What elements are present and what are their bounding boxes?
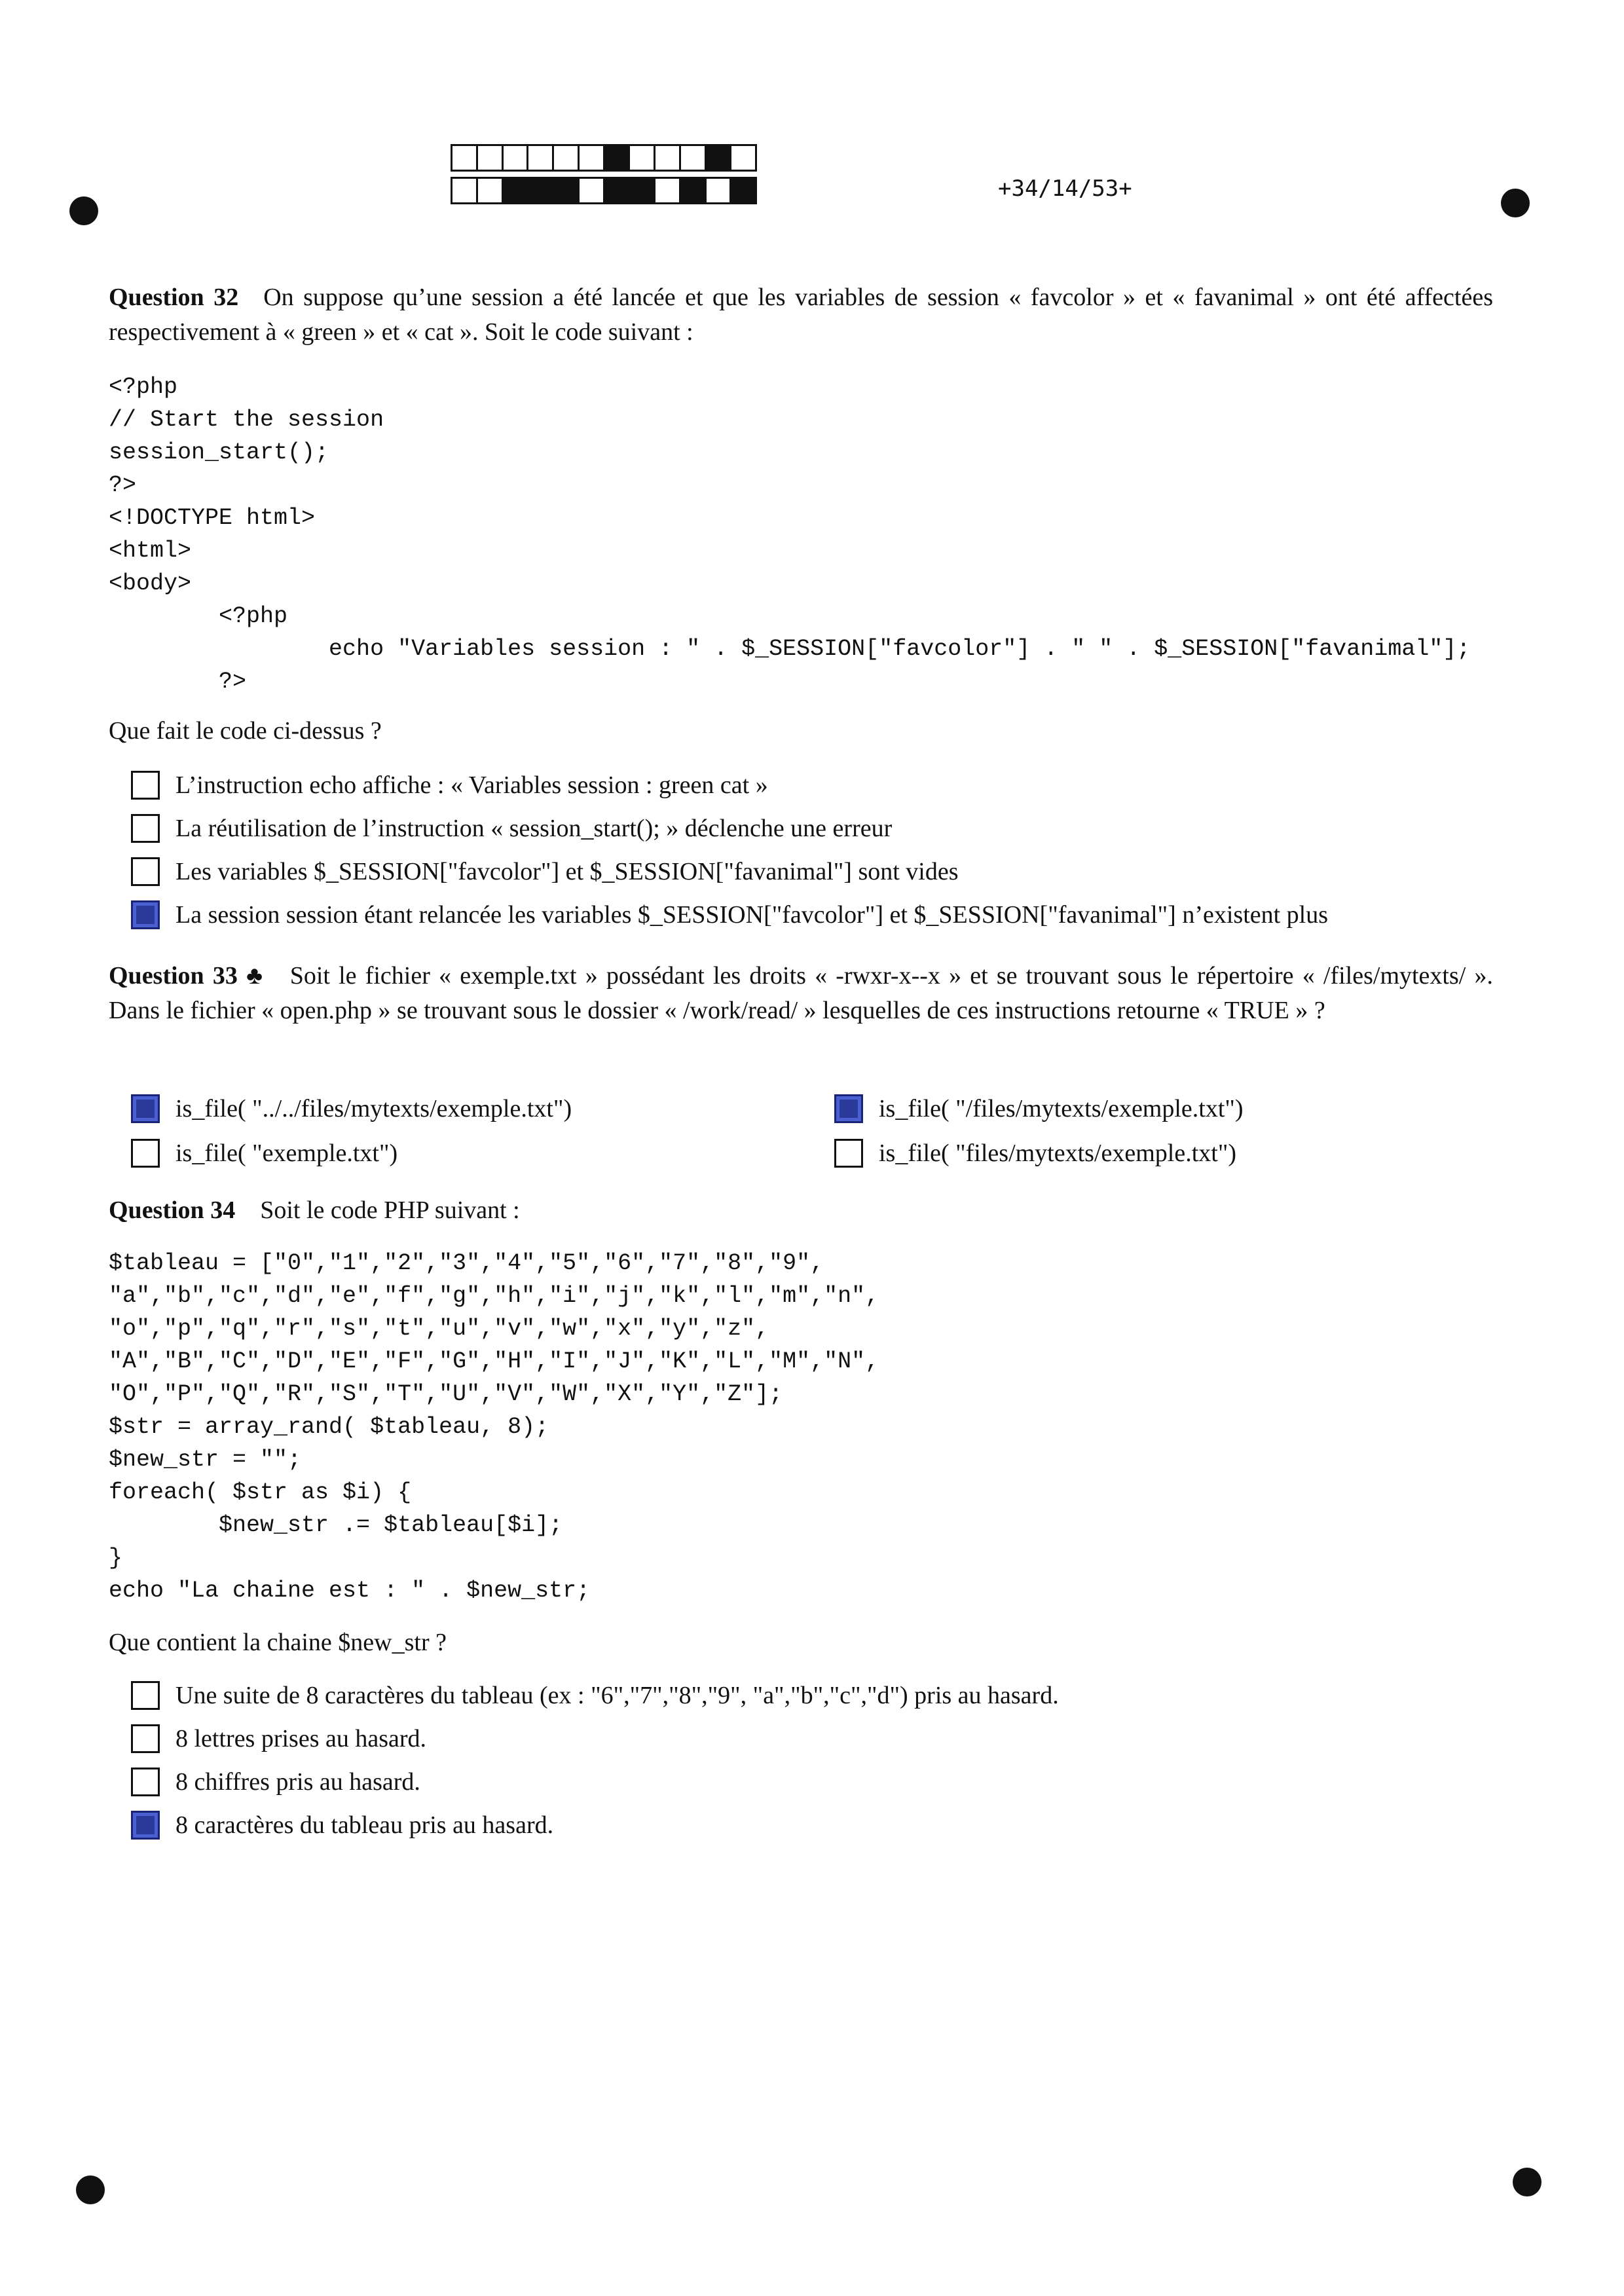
code-line: echo "La chaine est : " . $new_str;: [109, 1578, 591, 1604]
barcode-cell: [605, 146, 631, 170]
question-32-statement: [109, 280, 1493, 350]
code-line: "A","B","C","D","E","F","G","H","I","J","K","L","M","N",: [109, 1348, 879, 1375]
code-line: session_start();: [109, 439, 329, 466]
barcode-cell: [630, 146, 655, 170]
answer-text: Les variables $_SESSION["favcolor"] et $_SESSION["favanimal"] sont vides: [175, 858, 959, 885]
barcode-cell: [731, 146, 755, 170]
answer-text: Une suite de 8 caractères du tableau (ex : "6","7","8","9", "a","b","c","d") pris au hasard.: [175, 1682, 1059, 1709]
answer-text: is_file( "/files/mytexts/exemple.txt"): [879, 1095, 1244, 1122]
checkbox[interactable]: [131, 1724, 160, 1753]
barcode-cell: [452, 146, 478, 170]
barcode-cell: [707, 146, 732, 170]
answer-option[interactable]: [834, 1087, 1493, 1130]
checked-checkbox[interactable]: [131, 1811, 160, 1840]
answer-text: 8 caractères du tableau pris au hasard.: [175, 1811, 554, 1839]
code-line: foreach( $str as $i) {: [109, 1479, 412, 1506]
checkbox[interactable]: [131, 857, 160, 886]
answer-text: is_file( "files/mytexts/exemple.txt"): [879, 1139, 1237, 1167]
answer-option[interactable]: [131, 1087, 834, 1130]
answer-option[interactable]: [131, 1717, 1059, 1760]
question-32-prompt: Que fait le code ci-dessus ?: [109, 717, 382, 745]
code-line: $new_str = "";: [109, 1447, 302, 1473]
answer-option[interactable]: [131, 893, 1328, 936]
answer-text: La session session étant relancée les variables $_SESSION["favcolor"] et $_SESSION["favanimal"] n’existent plus: [175, 901, 1329, 929]
answer-option[interactable]: [131, 850, 1328, 893]
answer-text: is_file( "../../files/mytexts/exemple.txt"): [175, 1095, 572, 1122]
answer-option[interactable]: [131, 1132, 834, 1175]
checkbox[interactable]: [131, 1681, 160, 1710]
barcode-cell: [605, 179, 631, 202]
checkbox[interactable]: [834, 1139, 863, 1168]
code-line: $tableau = ["0","1","2","3","4","5","6","7","8","9",: [109, 1250, 824, 1276]
question-34-label: Question 34: [109, 1196, 236, 1224]
question-32-text: On suppose qu’une session a été lancée et que les variables de session « favcolor » et « favanimal » ont été affectées respectivement à « green » et « cat ». Soit le code suivant :: [109, 284, 1493, 346]
barcode-cell: [504, 179, 529, 202]
answer-option[interactable]: [131, 1674, 1059, 1717]
code-line: "o","p","q","r","s","t","u","v","w","x","y","z",: [109, 1316, 769, 1342]
barcode-cell: [655, 146, 681, 170]
barcode-cell: [731, 179, 755, 202]
answer-text: is_file( "exemple.txt"): [175, 1139, 398, 1167]
answer-text: 8 chiffres pris au hasard.: [175, 1768, 420, 1796]
registration-mark-top-right: [1501, 189, 1530, 217]
barcode-cell: [478, 146, 504, 170]
barcode-cell: [504, 146, 529, 170]
answer-option[interactable]: [131, 1804, 1059, 1847]
barcode-cell: [580, 146, 605, 170]
answer-text: L’instruction echo affiche : « Variables session : green cat »: [175, 771, 768, 799]
checkbox[interactable]: [131, 1768, 160, 1796]
registration-mark-bottom-right: [1513, 2168, 1541, 2196]
registration-mark-top-left: [69, 196, 98, 225]
checked-checkbox[interactable]: [131, 1094, 160, 1123]
barcode-cell: [478, 179, 504, 202]
code-line: <html>: [109, 538, 192, 564]
barcode-cell: [655, 179, 681, 202]
barcode-cell: [528, 146, 554, 170]
question-32-answers: [131, 764, 1328, 936]
code-line: echo "Variables session : " . $_SESSION["favcolor"] . " " . $_SESSION["favanimal"];: [109, 636, 1471, 662]
answer-option[interactable]: [131, 1760, 1059, 1804]
checkbox[interactable]: [131, 814, 160, 843]
barcode-bottom-row: [451, 177, 757, 204]
answer-option[interactable]: [131, 764, 1328, 807]
code-line: ?>: [109, 669, 247, 695]
barcode-cell: [681, 146, 707, 170]
question-33-answers: [131, 1087, 1493, 1175]
barcode-cell: [452, 179, 478, 202]
barcode-cell: [707, 179, 732, 202]
checkbox[interactable]: [131, 771, 160, 800]
code-line: "O","P","Q","R","S","T","U","V","W","X","Y","Z"];: [109, 1381, 783, 1407]
code-line: <?php: [109, 603, 288, 629]
checked-checkbox[interactable]: [834, 1094, 863, 1123]
code-line: ?>: [109, 472, 137, 498]
question-33-text: Soit le fichier « exemple.txt » possédant les droits « -rwxr-x--x » et se trouvant sous le répertoire « /files/mytexts/ ». Dans le fichier « open.php » se trouvant sous le dossier « /work/read/ » lesquelles de ces instructions retourne « TRUE » ?: [109, 962, 1494, 1024]
question-34-answers: [131, 1674, 1059, 1847]
question-34-prompt: Que contient la chaine $new_str ?: [109, 1629, 447, 1656]
code-line: <?php: [109, 374, 178, 400]
barcode-cell: [554, 179, 580, 202]
question-34-text: Soit le code PHP suivant :: [260, 1196, 520, 1224]
code-line: $str = array_rand( $tableau, 8);: [109, 1414, 549, 1440]
barcode-cell: [554, 146, 580, 170]
registration-mark-bottom-left: [76, 2176, 105, 2204]
checkbox[interactable]: [131, 1139, 160, 1168]
barcode-cell: [630, 179, 655, 202]
club-icon: ♣: [246, 962, 265, 990]
checked-checkbox[interactable]: [131, 900, 160, 929]
barcode-cell: [528, 179, 554, 202]
barcode-cell: [580, 179, 605, 202]
answer-text: 8 lettres prises au hasard.: [175, 1725, 427, 1752]
code-line: $new_str .= $tableau[$i];: [109, 1512, 563, 1538]
code-line: <body>: [109, 570, 192, 597]
question-32-label: Question 32: [109, 284, 239, 311]
code-line: }: [109, 1545, 123, 1571]
question-33-label: Question 33 ♣: [109, 962, 265, 990]
barcode-top-row: [451, 144, 757, 172]
code-line: <!DOCTYPE html>: [109, 505, 316, 531]
answer-option[interactable]: [131, 807, 1328, 850]
code-line: "a","b","c","d","e","f","g","h","i","j","k","l","m","n",: [109, 1283, 879, 1309]
page-id: +34/14/53+: [998, 176, 1132, 202]
question-34-statement: [109, 1193, 1493, 1228]
answer-text: La réutilisation de l’instruction « session_start(); » déclenche une erreur: [175, 815, 893, 842]
question-34-code: [109, 1247, 879, 1607]
code-line: // Start the session: [109, 407, 384, 433]
barcode-cell: [681, 179, 707, 202]
question-33-statement: [109, 959, 1493, 1028]
question-32-code: [109, 371, 1470, 698]
answer-option[interactable]: [834, 1132, 1493, 1175]
